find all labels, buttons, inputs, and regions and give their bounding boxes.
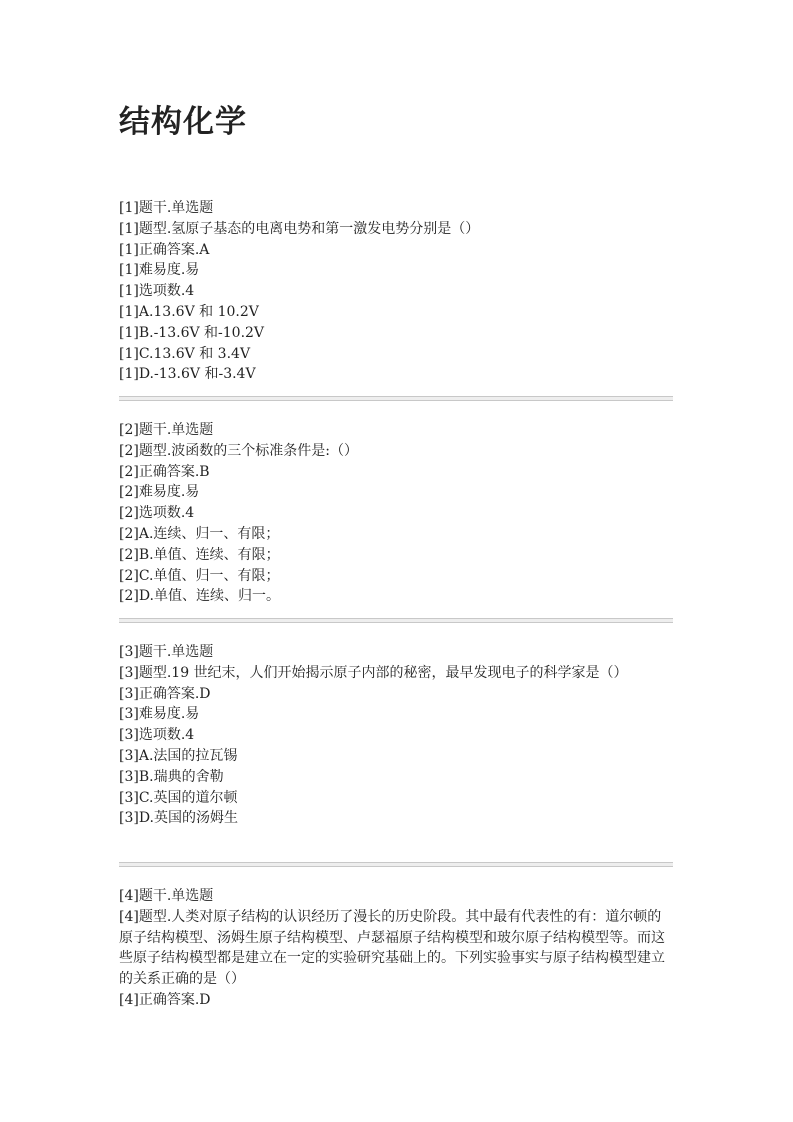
option-a: [2]A.连续、归一、有限；	[119, 525, 280, 542]
separator	[119, 396, 673, 401]
question-block-3	[119, 642, 671, 829]
option-d: [3]D.英国的汤姆生	[119, 810, 239, 827]
option-count: [3]选项数.4	[119, 727, 195, 744]
question-stem-type: [2]题干.单选题	[119, 422, 214, 438]
option-count: [2]选项数.4	[119, 505, 195, 522]
question-block-1	[119, 198, 671, 385]
question-stem-type: [4]题干.单选题	[119, 888, 214, 904]
question-text: [2]题型.波函数的三个标准条件是:（）	[119, 442, 358, 459]
option-a: [1]A.13.6V 和 10.2V	[119, 303, 259, 320]
option-b: [3]B.瑞典的舍勒	[119, 768, 224, 785]
question-text: [1]题型.氢原子基态的电离电势和第一激发电势分别是（）	[119, 220, 480, 237]
option-b: [2]B.单值、连续、有限；	[119, 546, 280, 563]
question-stem-type: [3]题干.单选题	[119, 644, 214, 660]
question-text: [3]题型.19 世纪末，人们开始揭示原子内部的秘密，最早发现电子的科学家是（）	[119, 664, 628, 681]
option-d: [2]D.单值、连续、归一。	[119, 588, 281, 605]
separator	[119, 618, 673, 623]
difficulty: [2]难易度.易	[119, 484, 200, 501]
option-c: [1]C.13.6V 和 3.4V	[119, 345, 251, 362]
option-a: [3]A.法国的拉瓦锡	[119, 747, 238, 764]
question-stem-type: [1]题干.单选题	[119, 200, 214, 216]
question-block-2	[119, 420, 671, 607]
correct-answer: [4]正确答案.D	[119, 991, 211, 1008]
option-c: [3]C.英国的道尔顿	[119, 789, 238, 806]
question-text: [4]题型.人类对原子结构的认识经历了漫长的历史阶段。其中最有代表性的有：道尔顿的原子结构模型、汤姆生原子结构模型、卢瑟福原子结构模型和玻尔原子结构模型等。而这些原子结构模型都是建立在一定的实验研究基础上的。下列实验事实与原子结构模型建立的关系正确的是（）	[119, 908, 665, 988]
option-count: [1]选项数.4	[119, 283, 195, 300]
option-d: [1]D.-13.6V 和-3.4V	[119, 366, 256, 383]
difficulty: [3]难易度.易	[119, 706, 200, 723]
option-c: [2]C.单值、归一、有限；	[119, 567, 280, 584]
separator	[119, 862, 673, 867]
correct-answer: [1]正确答案.A	[119, 241, 210, 258]
correct-answer: [3]正确答案.D	[119, 685, 211, 702]
difficulty: [1]难易度.易	[119, 262, 200, 279]
correct-answer: [2]正确答案.B	[119, 463, 210, 480]
question-block-4	[119, 886, 671, 1011]
option-b: [1]B.-13.6V 和-10.2V	[119, 324, 265, 341]
document-title: 结构化学	[119, 104, 247, 140]
